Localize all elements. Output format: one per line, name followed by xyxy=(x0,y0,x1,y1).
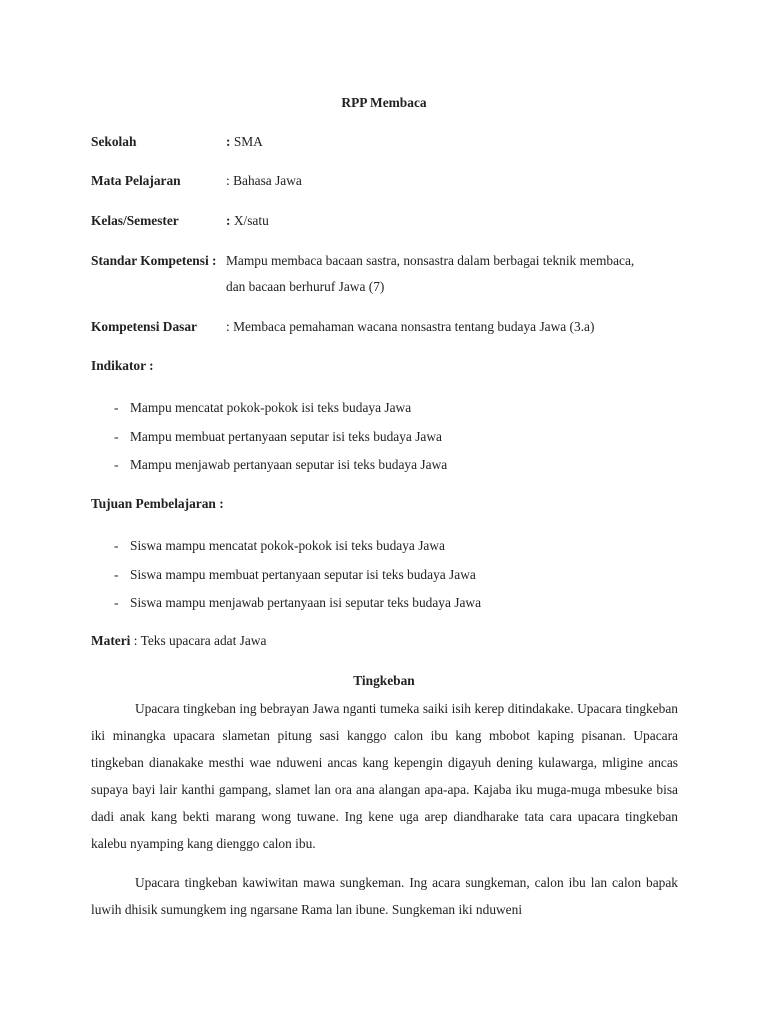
document-page: RPP Membaca Sekolah : SMA Mata Pelajaran : Bahasa Jawa Kelas/Semester : X/satu Standar Kompetensi : Mampu membaca bacaan sastra, nonsastra dalam berbagai teknik membaca, dan bacaan berhuruf Jawa (7) Kompetensi Dasar : Membaca pemahaman wacana nonsastra tentang budaya Jawa (3.a) Indikator : - Mampu mencatat pokok-pokok isi teks budaya Jawa - Mampu membuat pertanyaan seputar isi teks budaya Jawa - Mampu menjawab pertanyaan seputar isi teks budaya Jawa Tujuan Pembelajaran : - Siswa mampu mencatat pokok-pokok isi teks budaya Jawa - Siswa mampu membuat pertanyaan seputar isi teks budaya Jawa - Siswa mampu menjawab pertanyaan isi seputar teks budaya Jawa Materi : Teks upacara adat Jawa Tingkeban Upacara tingkeban ing bebrayan Jawa nganti tumeka saiki isih kerep ditindakake. Upacara tingkeban iki minangka upacara slametan pitung sasi kanggo calon ibu kang mbobot kaping pisanan. Upacara tingkeban dianakake mesthi wae nduweni ancas kang kepengin digayuh dening kulawarga, mligine ancas supaya bayi lair kanthi gampang, slamet lan ora ana alangan apa-apa. Kajaba iku muga-muga mbesuke bisa dadi anak kang bekti marang wong tuwane. Ing kene uga arep diandharake tata cara upacara tingkeban kalebu nyamping kang dienggo calon ibu. Upacara tingkeban kawiwitan mawa sungkeman. Ing acara sungkeman, calon ibu lan calon bapak luwih dhisik sumungkem ing ngarsane Rama lan ibune. Sungkeman iki nduweni xyxy=(0,0,768,1024)
tujuan-heading: Tujuan Pembelajaran : xyxy=(91,496,224,511)
reading-paragraph: Upacara tingkeban ing bebrayan Jawa nganti tumeka saiki isih kerep ditindakake. Upacara tingkeban iki minangka upacara slametan pitung sasi kanggo calon ibu kang mbobot kaping pisanan. Upacara tingkeban dianakake mesthi wae nduweni ancas kang kepengin digayuh dening kulawarga, mligine ancas supaya bayi lair kanthi gampang, slamet lan ora ana alangan apa-apa. Kajaba iku muga-muga mbesuke bisa dadi anak kang bekti marang wong tuwane. Ing kene uga arep diandharake tata cara upacara tingkeban kalebu nyamping kang dienggo calon ibu. xyxy=(91,701,678,852)
field-value: : SMA xyxy=(226,134,263,149)
field-label: Mata Pelajaran xyxy=(91,173,181,188)
field-value: Mampu membaca bacaan sastra, nonsastra dalam berbagai teknik membaca, dan bacaan berhuruf Jawa (7) xyxy=(226,253,635,294)
field-label: Sekolah xyxy=(91,134,137,149)
reading-paragraph: Upacara tingkeban kawiwitan mawa sungkeman. Ing acara sungkeman, calon ibu lan calon bapak luwih dhisik sumungkem ing ngarsane Rama lan ibune. Sungkeman iki nduweni xyxy=(91,875,678,918)
field-label: Standar Kompetensi : xyxy=(91,253,217,268)
document-title: RPP Membaca xyxy=(341,95,427,110)
reading-title: Tingkeban xyxy=(353,673,415,688)
field-label: Kelas/Semester xyxy=(91,213,179,228)
field-label: Kompetensi Dasar xyxy=(91,319,198,334)
materi-line: Materi : Teks upacara adat Jawa xyxy=(91,633,267,648)
field-value: : X/satu xyxy=(226,213,269,228)
indikator-heading: Indikator : xyxy=(91,358,154,373)
field-value: : Membaca pemahaman wacana nonsastra tentang budaya Jawa (3.a) xyxy=(226,319,595,334)
materi-value: Teks upacara adat Jawa xyxy=(140,633,267,648)
field-value: : Bahasa Jawa xyxy=(226,173,302,188)
materi-label: Materi xyxy=(91,633,131,648)
